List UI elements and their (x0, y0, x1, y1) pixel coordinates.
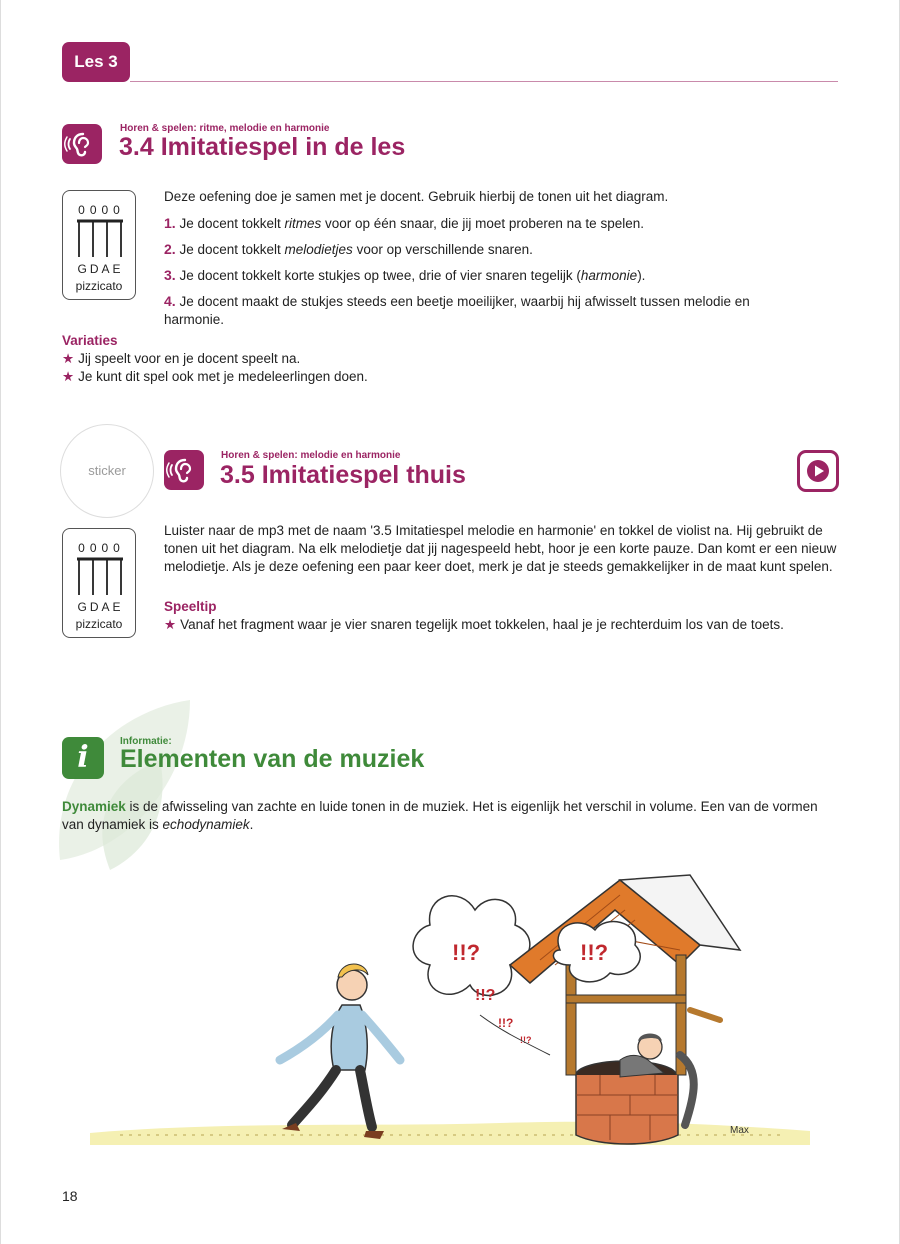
step-text: voor op één snaar, die jij moet proberen na te spelen. (321, 216, 644, 231)
string-names: GDAE (77, 262, 124, 276)
well-illustration (80, 855, 820, 1155)
step-emphasis: melodietjes (284, 242, 353, 257)
info-title: Elementen van de muziek (120, 745, 425, 773)
bubble-text: !!? (452, 940, 481, 965)
strings-graphic (73, 219, 127, 259)
section-kicker: Horen & spelen: ritme, melodie en harmonie (120, 123, 330, 134)
step-text: Je docent maakt de stukjes steeds een beetje moeilijker, waarbij hij afwisselt tussen melodie en harmonie. (164, 294, 750, 327)
step-emphasis: ritmes (284, 216, 322, 231)
variation-item (62, 368, 368, 386)
step-text: voor op verschillende snaren. (352, 242, 533, 257)
step-3 (164, 266, 844, 285)
step-4 (164, 292, 804, 329)
ear-icon (62, 124, 102, 164)
variation-text: Jij speelt voor en je docent speelt na. (78, 351, 301, 366)
header-rule (130, 81, 838, 82)
step-text: Je docent tokkelt korte stukjes op twee, drie of vier snaren tegelijk ( (179, 268, 581, 283)
bubble-text: !!? (475, 987, 496, 1004)
open-string-markers: 0000 (78, 203, 125, 217)
lesson-tab: Les 3 (62, 42, 130, 82)
sticker-placeholder: sticker (60, 424, 154, 518)
well (510, 875, 749, 1144)
step-number: 3. (164, 267, 176, 283)
info-icon: i (62, 737, 104, 779)
dynamics-term: Dynamiek (62, 799, 126, 814)
variation-text: Je kunt dit spel ook met je medeleerlingen doen. (78, 369, 368, 384)
step-number: 2. (164, 241, 176, 257)
tip-title: Speeltip (164, 599, 217, 614)
step-2 (164, 240, 844, 259)
tip-item (164, 616, 824, 634)
bubble-text: !!? (498, 1016, 514, 1030)
open-string-markers: 0000 (78, 541, 125, 555)
step-number: 1. (164, 215, 176, 231)
step-emphasis: harmonie (580, 268, 638, 283)
bubble-text: !!? (580, 940, 609, 965)
dynamics-emphasis: echodynamiek (162, 817, 250, 832)
variations-title: Variaties (62, 333, 118, 348)
ear-icon (164, 450, 204, 490)
play-icon (806, 459, 830, 483)
tip-text: Vanaf het fragment waar je vier snaren tegelijk moet tokkelen, haal je je rechterduim los van de toets. (180, 617, 784, 632)
section-kicker: Horen & spelen: melodie en harmonie (221, 450, 401, 461)
section-title: 3.5 Imitatiespel thuis (220, 461, 466, 489)
intro-text: Deze oefening doe je samen met je docent. Gebruik hierbij de tonen uit het diagram. (164, 189, 669, 204)
string-diagram (62, 190, 136, 300)
dynamics-end: . (249, 817, 254, 832)
section-title: 3.4 Imitatiespel in de les (119, 133, 406, 161)
string-diagram (62, 528, 136, 638)
bullet-star-icon: ★ (62, 369, 75, 384)
bubble-text: !!? (520, 1035, 532, 1045)
artist-signature: Max (730, 1125, 749, 1136)
page-number: 18 (62, 1188, 78, 1204)
step-number: 4. (164, 293, 176, 309)
exercise-text: Luister naar de mp3 met de naam '3.5 Imitatiespel melodie en harmonie' en tokkel de violist na. Hij gebruikt de tonen uit het diagram. Na elk melodietje dat jij nagespeeld hebt, hoor je een korte pauze. Dan komt er een nieuw melodietje. Als je deze oefening een paar keer doet, merk je dat je steeds gemakkelijker in de maat kunt spelen. (164, 523, 837, 574)
ground (90, 1122, 810, 1145)
string-names: GDAE (77, 600, 124, 614)
bullet-star-icon: ★ (164, 617, 177, 632)
step-text: Je docent tokkelt (179, 242, 285, 257)
step-text: Je docent tokkelt (179, 216, 285, 231)
leaf-decoration (40, 690, 200, 880)
play-button[interactable] (797, 450, 839, 492)
step-text: ). (637, 268, 646, 283)
step-1 (164, 214, 844, 233)
pizzicato-label: pizzicato (75, 279, 123, 293)
info-kicker: Informatie: (120, 736, 172, 747)
pizzicato-label: pizzicato (75, 617, 123, 631)
bullet-star-icon: ★ (62, 351, 75, 366)
walking-man (280, 964, 400, 1139)
variation-item (62, 350, 300, 368)
dynamics-text (62, 798, 842, 834)
strings-graphic (73, 557, 127, 597)
dynamics-body: is de afwisseling van zachte en luide tonen in de muziek. Het is eigenlijk het verschil in volume. Een van de vormen van dynamiek is (62, 799, 818, 832)
